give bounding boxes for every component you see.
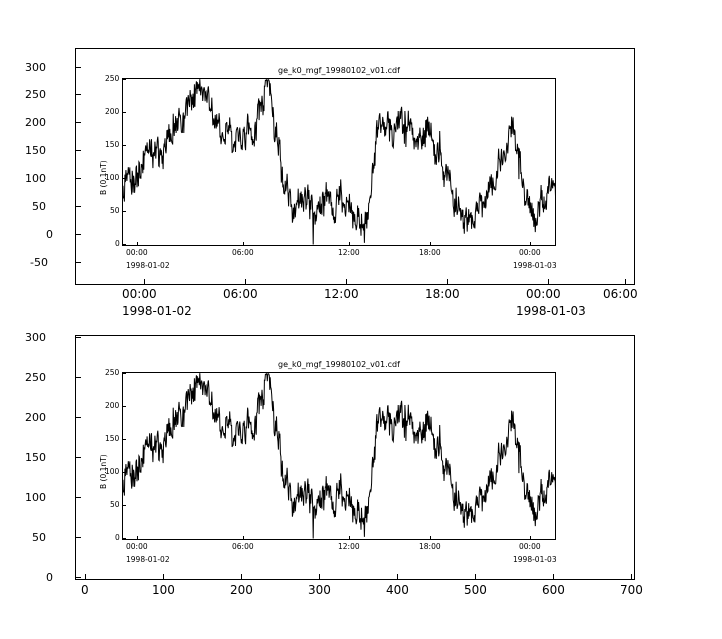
bottom-outer-xtick-300: 300 xyxy=(308,583,331,597)
bottom-outer-xtick-600: 600 xyxy=(542,583,565,597)
bottom-outer-xtick-mark xyxy=(163,574,164,580)
bottom-inner-xtick-1800: 18:00 xyxy=(419,542,441,551)
top-inner-trace xyxy=(123,79,556,246)
bottom-inner-title: ge_k0_mgf_19980102_v01.cdf xyxy=(278,360,400,369)
top-outer-xtick-mark xyxy=(245,279,246,285)
bottom-inner-xtick-0600: 06:00 xyxy=(232,542,254,551)
top-inner-xtick-mark xyxy=(243,242,244,246)
bottom-outer-xtick-500: 500 xyxy=(464,583,487,597)
top-outer-ytick-50: 50 xyxy=(32,200,46,213)
bottom-outer-xtick-mark xyxy=(631,574,632,580)
bottom-outer-xtick-0: 0 xyxy=(81,583,89,597)
bottom-inner-ytick-150: 150 xyxy=(105,434,120,443)
bottom-inner-xtick-0000a: 00:00 xyxy=(126,542,148,551)
bottom-outer-xtick-100: 100 xyxy=(152,583,175,597)
bottom-outer-xtick-mark xyxy=(319,574,320,580)
top-inner-xtick-mark xyxy=(530,242,531,246)
top-inner-title: ge_k0_mgf_19980102_v01.cdf xyxy=(278,66,400,75)
bottom-inner-ytick-200: 200 xyxy=(105,401,120,410)
top-outer-ytick-mark xyxy=(75,234,81,235)
top-outer-xtick-1800: 18:00 xyxy=(425,287,460,301)
bottom-inner-ytick-mark xyxy=(122,538,126,539)
top-outer-date-end: 1998-01-03 xyxy=(516,304,586,318)
bottom-outer-xtick-200: 200 xyxy=(230,583,253,597)
top-outer-ytick-mark xyxy=(75,94,81,95)
top-outer-ytick-mark xyxy=(75,262,81,263)
top-outer-xtick-0000a: 00:00 xyxy=(122,287,157,301)
bottom-inner-xtick-0000b: 00:00 xyxy=(519,542,541,551)
top-inner-ytick-mark xyxy=(122,211,126,212)
top-inner-ytick-mark xyxy=(122,244,126,245)
bottom-inner-ytick-250: 250 xyxy=(105,368,120,377)
bottom-outer-ytick-0: 0 xyxy=(46,571,53,584)
bottom-inner-trace xyxy=(123,373,556,540)
bottom-inner-ytick-mark xyxy=(122,439,126,440)
top-outer-ytick-100: 100 xyxy=(25,172,46,185)
bottom-inner-ytick-mark xyxy=(122,472,126,473)
top-outer-ytick-150: 150 xyxy=(25,144,46,157)
top-outer-xtick-mark xyxy=(548,279,549,285)
bottom-inner-ytick-mark xyxy=(122,505,126,506)
top-outer-ytick-250: 250 xyxy=(25,88,46,101)
top-outer-ytick-300: 300 xyxy=(25,61,46,74)
bottom-outer-xtick-mark xyxy=(241,574,242,580)
top-inner-xtick-mark xyxy=(349,242,350,246)
bottom-outer-xtick-mark xyxy=(397,574,398,580)
bottom-outer-ytick-mark xyxy=(75,377,81,378)
top-outer-ytick-m50: -50 xyxy=(30,256,48,269)
top-inner-ylabel: B (0.1nT) xyxy=(99,160,108,195)
bottom-outer-ytick-mark xyxy=(75,337,81,338)
bottom-outer-ytick-mark xyxy=(75,537,81,538)
top-inner-ytick-mark xyxy=(122,79,126,80)
top-inner-ytick-mark xyxy=(122,112,126,113)
bottom-inner-xtick-mark xyxy=(349,536,350,540)
bottom-chart-panel xyxy=(0,330,722,639)
bottom-outer-ytick-100: 100 xyxy=(25,491,46,504)
bottom-inner-xtick-1200: 12:00 xyxy=(338,542,360,551)
bottom-outer-xtick-mark xyxy=(85,574,86,580)
bottom-outer-xtick-mark xyxy=(553,574,554,580)
top-outer-xtick-mark xyxy=(346,279,347,285)
top-outer-ytick-mark xyxy=(75,122,81,123)
bottom-outer-xtick-mark xyxy=(475,574,476,580)
top-outer-ytick-200: 200 xyxy=(25,116,46,129)
top-inner-xtick-1200: 12:00 xyxy=(338,248,360,257)
top-inner-ytick-100: 100 xyxy=(105,173,120,182)
top-outer-xtick-mark xyxy=(625,279,626,285)
bottom-outer-ytick-mark xyxy=(75,417,81,418)
bottom-outer-ytick-mark xyxy=(75,497,81,498)
top-inner-xtick-1800: 18:00 xyxy=(419,248,441,257)
bottom-outer-ytick-150: 150 xyxy=(25,451,46,464)
top-inner-xtick-mark xyxy=(430,242,431,246)
bottom-inner-ytick-50: 50 xyxy=(110,500,120,509)
top-inner-ytick-200: 200 xyxy=(105,107,120,116)
top-inner-date-end: 1998-01-03 xyxy=(513,261,557,270)
top-inner-xtick-0600: 06:00 xyxy=(232,248,254,257)
top-outer-ytick-mark xyxy=(75,150,81,151)
top-inner-ytick-50: 50 xyxy=(110,206,120,215)
bottom-outer-ytick-300: 300 xyxy=(25,331,46,344)
top-outer-xtick-0600b: 06:00 xyxy=(603,287,638,301)
bottom-inner-ytick-100: 100 xyxy=(105,467,120,476)
top-inner-xtick-0000b: 00:00 xyxy=(519,248,541,257)
top-outer-date-start: 1998-01-02 xyxy=(122,304,192,318)
top-outer-ytick-mark xyxy=(75,178,81,179)
top-inner-ytick-0: 0 xyxy=(115,239,120,248)
bottom-inner-date-end: 1998-01-03 xyxy=(513,555,557,564)
bottom-outer-xtick-700: 700 xyxy=(620,583,643,597)
bottom-outer-ytick-200: 200 xyxy=(25,411,46,424)
top-inner-xtick-0000a: 00:00 xyxy=(126,248,148,257)
bottom-inner-axes xyxy=(122,372,556,540)
bottom-inner-ytick-mark xyxy=(122,406,126,407)
top-inner-ytick-250: 250 xyxy=(105,74,120,83)
top-outer-ytick-0: 0 xyxy=(46,228,53,241)
top-outer-xtick-0000b: 00:00 xyxy=(526,287,561,301)
bottom-inner-xtick-mark xyxy=(137,536,138,540)
bottom-inner-xtick-mark xyxy=(243,536,244,540)
top-inner-xtick-mark xyxy=(137,242,138,246)
bottom-inner-xtick-mark xyxy=(530,536,531,540)
bottom-inner-ytick-0: 0 xyxy=(115,533,120,542)
bottom-outer-xtick-400: 400 xyxy=(386,583,409,597)
top-outer-xtick-0600a: 06:00 xyxy=(223,287,258,301)
top-outer-xtick-1200: 12:00 xyxy=(324,287,359,301)
bottom-inner-ylabel: B (0.1nT) xyxy=(99,454,108,489)
bottom-inner-date-start: 1998-01-02 xyxy=(126,555,170,564)
top-inner-ytick-mark xyxy=(122,178,126,179)
bottom-outer-ytick-50: 50 xyxy=(32,531,46,544)
top-outer-xtick-mark xyxy=(447,279,448,285)
top-inner-axes xyxy=(122,78,556,246)
top-inner-date-start: 1998-01-02 xyxy=(126,261,170,270)
top-inner-ytick-150: 150 xyxy=(105,140,120,149)
top-outer-ytick-mark xyxy=(75,67,81,68)
top-outer-xtick-mark xyxy=(144,279,145,285)
bottom-outer-ytick-mark xyxy=(75,457,81,458)
bottom-outer-ytick-250: 250 xyxy=(25,371,46,384)
top-outer-ytick-mark xyxy=(75,206,81,207)
top-inner-ytick-mark xyxy=(122,145,126,146)
bottom-outer-ytick-mark xyxy=(75,577,81,578)
bottom-inner-ytick-mark xyxy=(122,373,126,374)
bottom-inner-xtick-mark xyxy=(430,536,431,540)
